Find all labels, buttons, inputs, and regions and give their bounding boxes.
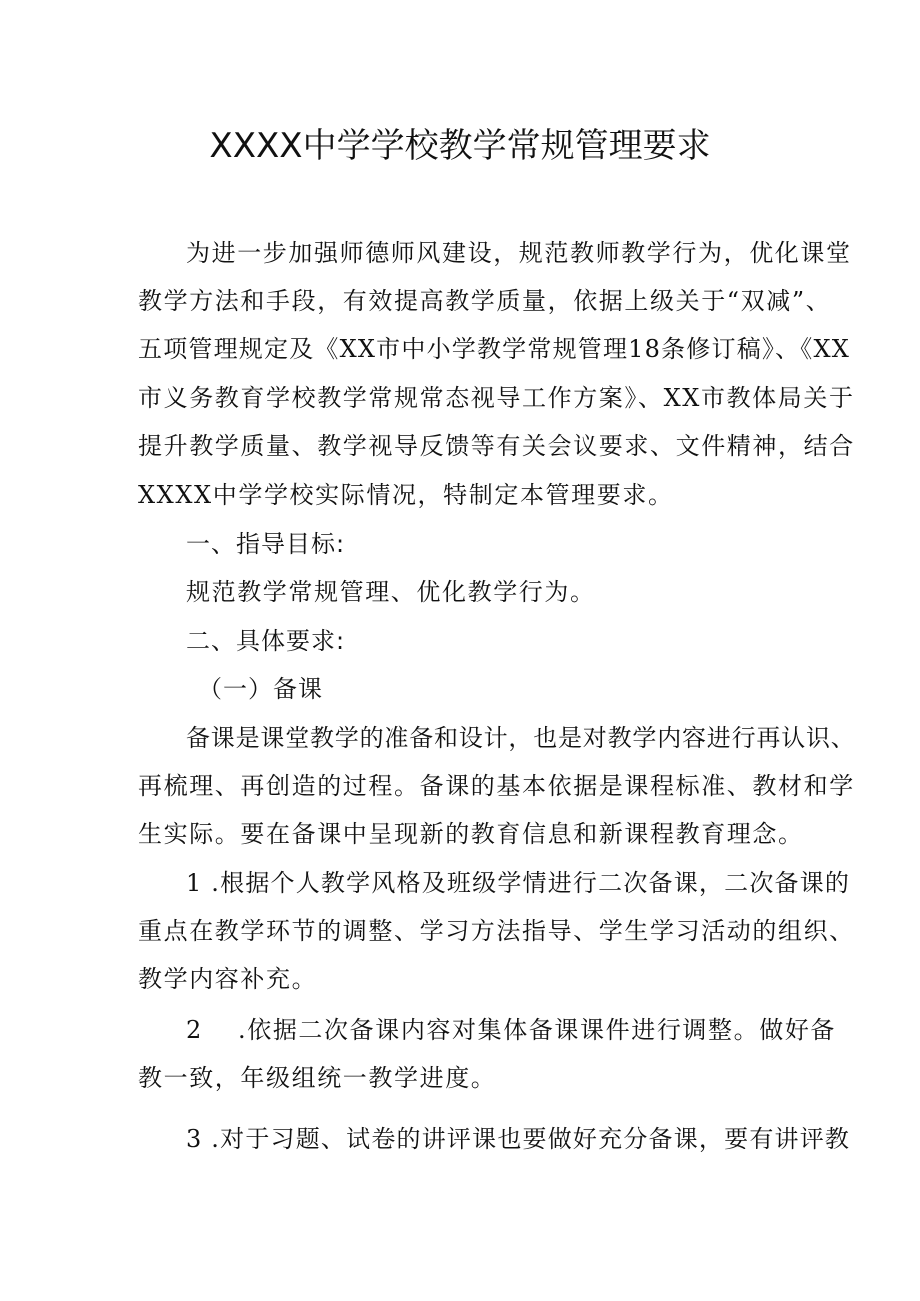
- item-line: .依据二次备课内容对集体备课课件进行调整。做好备: [238, 1016, 837, 1044]
- document-title: XXXX中学学校教学常规管理要求: [209, 126, 711, 166]
- section-heading-guiding-goal: 一、指导目标:: [186, 530, 346, 558]
- section-heading-requirements: 二、具体要求:: [186, 627, 346, 655]
- item-line: 教学内容补充。: [138, 965, 318, 993]
- section-text: 规范教学常规管理、优化教学行为。: [186, 578, 596, 606]
- intro-line: 市义务教育学校教学常规常态视导工作方案》、XX市教体局关于: [138, 384, 855, 412]
- intro-line: 五项管理规定及《XX市中小学教学常规管理18条修订稿》、《XX: [138, 335, 851, 363]
- intro-line: 教学方法和手段，有效提高教学质量，依据上级关于“双减”、: [138, 287, 832, 315]
- prep-line: 备课是课堂教学的准备和设计，也是对教学内容进行再认识、: [186, 724, 856, 752]
- prep-line: 生实际。要在备课中呈现新的教育信息和新课程教育理念。: [138, 820, 804, 848]
- subsection-heading-lesson-prep: （一）备课: [198, 675, 323, 703]
- prep-line: 再梳理、再创造的过程。备课的基本依据是课程标准、教材和学: [138, 772, 855, 800]
- item-line: 教一致，年级组统一教学进度。: [138, 1064, 497, 1092]
- item-line: 1 .根据个人教学风格及班级学情进行二次备课，二次备课的: [186, 869, 851, 897]
- intro-line: 提升教学质量、教学视导反馈等有关会议要求、文件精神，结合: [138, 432, 855, 460]
- intro-line: XXXX中学学校实际情况，特制定本管理要求。: [138, 481, 674, 509]
- item-line: 3 .对于习题、试卷的讲评课也要做好充分备课，要有讲评教: [186, 1125, 851, 1153]
- item-line: 重点在教学环节的调整、学习方法指导、学生学习活动的组织、: [138, 917, 855, 945]
- item-number: 2: [186, 1016, 203, 1044]
- intro-line: 为进一步加强师德师风建设，规范教师教学行为，优化课堂: [186, 239, 852, 267]
